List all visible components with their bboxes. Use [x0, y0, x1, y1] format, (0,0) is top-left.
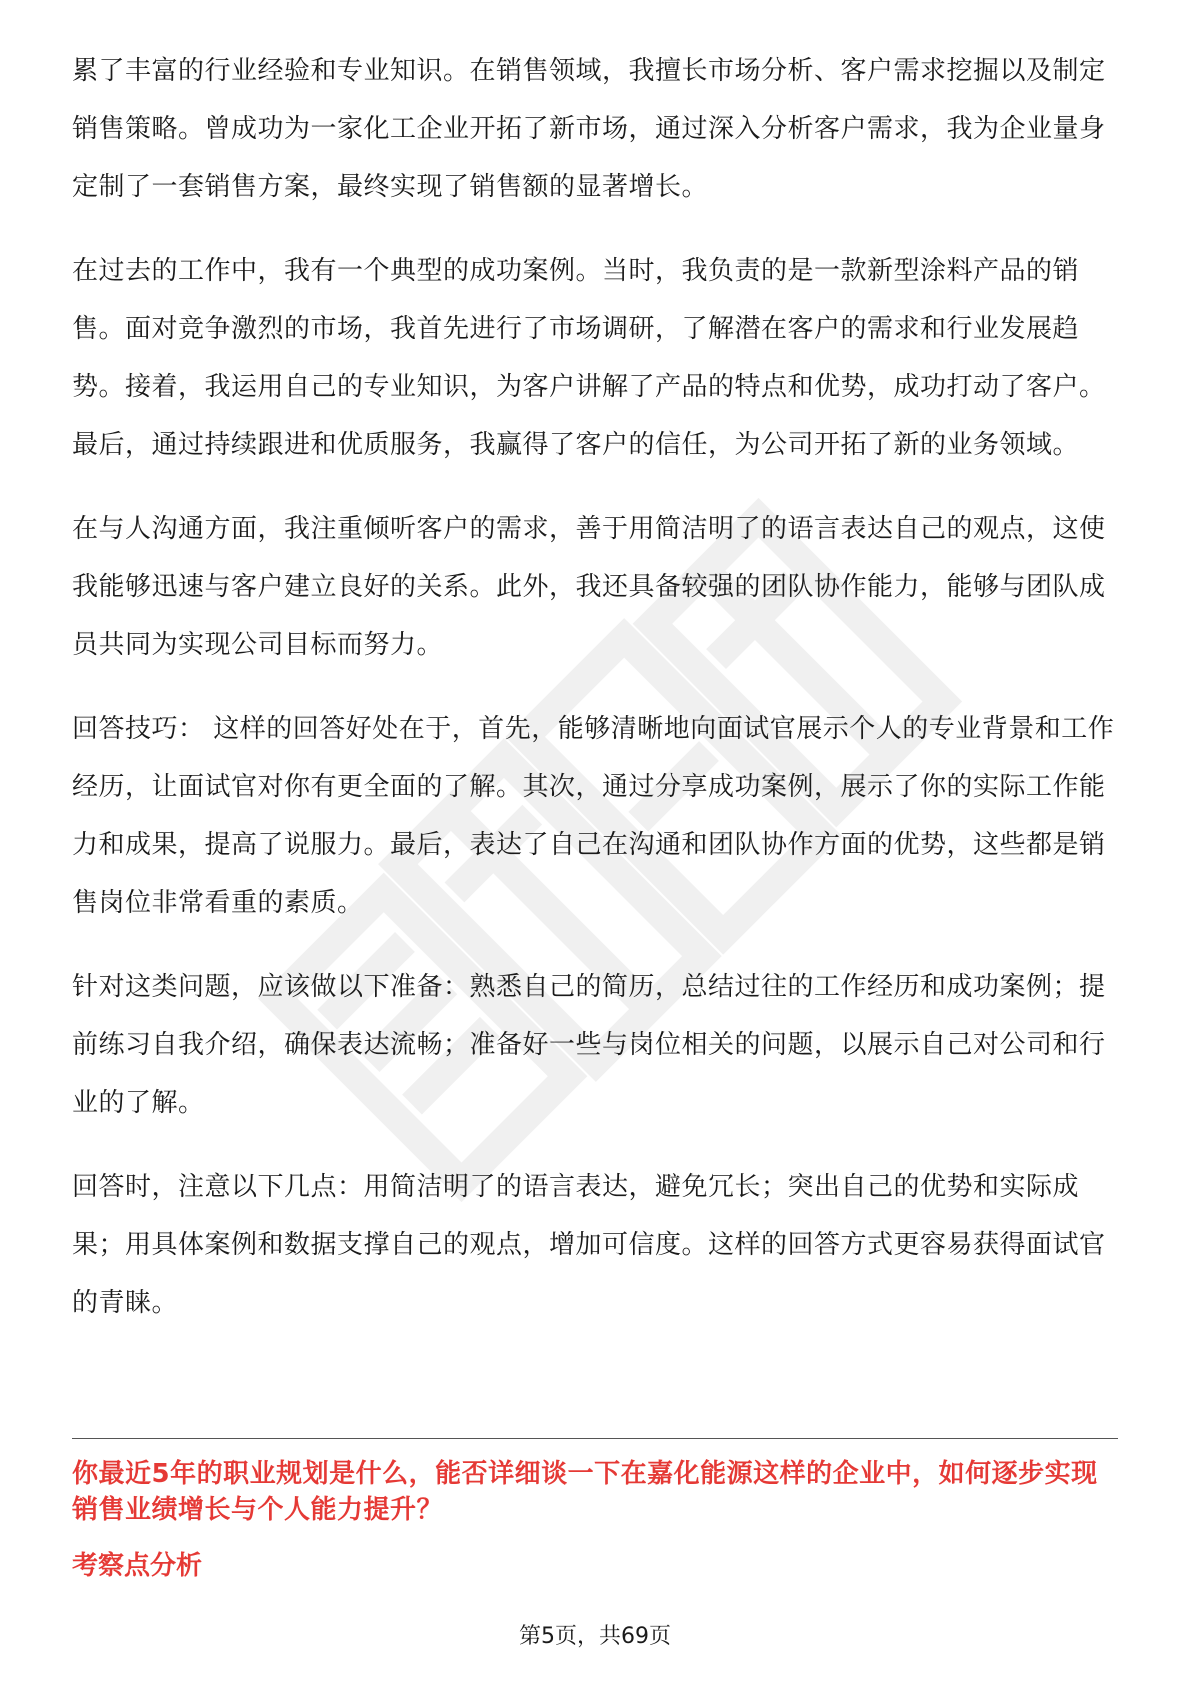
preparation-paragraph: 针对这类问题，应该做以下准备：熟悉自己的简历，总结过往的工作经历和成功案例；提前练习自我介绍，确保表达流畅；准备好一些与岗位相关的问题，以展示自己对公司和行业的了解。 — [72, 972, 1106, 1118]
document-body — [72, 42, 1118, 1358]
answer-tips-paragraph: 回答技巧： 这样的回答好处在于，首先，能够清晰地向面试官展示个人的专业背景和工作经历，让面试官对你有更全面的了解。其次，通过分享成功案例，展示了你的实际工作能力和成果，提高了说服力。最后，表达了自己在沟通和团队协作方面的优势，这些都是销售岗位非常看重的素质。 — [72, 714, 1115, 918]
section-title: 考察点分析 — [72, 1551, 203, 1581]
section-divider — [72, 1438, 1118, 1439]
body-paragraph-3: 在与人沟通方面，我注重倾听客户的需求，善于用简洁明了的语言表达自己的观点，这使我能够迅速与客户建立良好的关系。此外，我还具备较强的团队协作能力，能够与团队成员共同为实现公司目标而努力。 — [72, 514, 1106, 660]
interview-question: 你最近5年的职业规划是什么，能否详细谈一下在嘉化能源这样的企业中，如何逐步实现销售业绩增长与个人能力提升？ — [72, 1459, 1098, 1525]
body-paragraph-2: 在过去的工作中，我有一个典型的成功案例。当时，我负责的是一款新型涂料产品的销售。面对竞争激烈的市场，我首先进行了市场调研，了解潜在客户的需求和行业发展趋势。接着，我运用自己的专业知识，为客户讲解了产品的特点和优势，成功打动了客户。最后，通过持续跟进和优质服务，我赢得了客户的信任，为公司开拓了新的业务领域。 — [72, 256, 1106, 460]
answering-notes-paragraph: 回答时，注意以下几点：用简洁明了的语言表达，避免冗长；突出自己的优势和实际成果；用具体案例和数据支撑自己的观点，增加可信度。这样的回答方式更容易获得面试官的青睐。 — [72, 1172, 1106, 1318]
page-number: 第5页，共69页 — [519, 1624, 671, 1649]
body-paragraph-1: 累了丰富的行业经验和专业知识。在销售领域，我擅长市场分析、客户需求挖掘以及制定销售策略。曾成功为一家化工企业开拓了新市场，通过深入分析客户需求，我为企业量身定制了一套销售方案，最终实现了销售额的显著增长。 — [72, 56, 1106, 202]
